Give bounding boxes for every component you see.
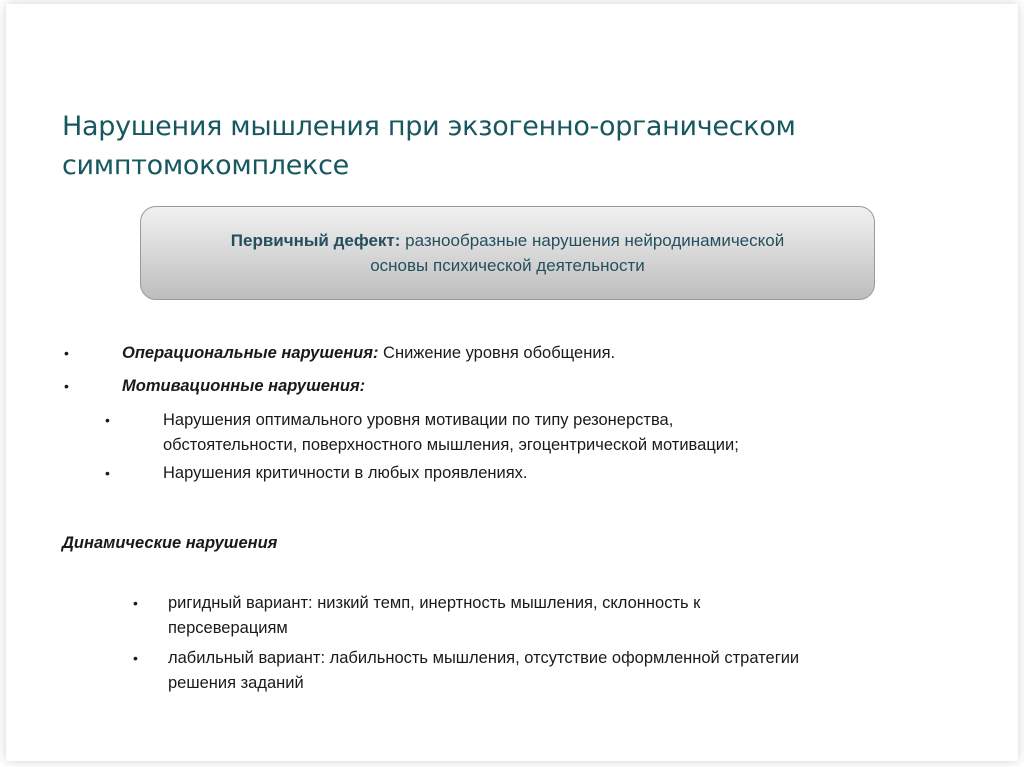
bullet-marker: • xyxy=(64,345,69,361)
sub-bullet-criticality-line-1: Нарушения критичности в любых проявлениях. xyxy=(163,464,528,482)
bullet-operational-text: Снижение уровня обобщения. xyxy=(378,344,616,362)
dynamic-bullet-marker: • xyxy=(133,595,138,611)
bullet-motivational xyxy=(122,374,365,399)
dynamic-item-rigid-line-2: персеверациям xyxy=(168,619,288,637)
sub-bullet-motivation-level xyxy=(163,408,739,458)
sub-bullet-criticality xyxy=(163,461,527,486)
dynamic-item-labile-line-1: лабильный вариант: лабильность мышления, отсутствие оформленной стратегии xyxy=(168,649,800,667)
dynamic-heading: Динамические нарушения xyxy=(62,534,278,552)
dynamic-bullet-marker: • xyxy=(133,650,138,666)
bullet-motivational-heading: Мотивационные нарушения: xyxy=(122,377,366,395)
dynamic-item-labile xyxy=(168,646,799,696)
dynamic-item-rigid xyxy=(168,591,700,641)
primary-defect-lead: Первичный дефект: xyxy=(230,231,401,250)
slide-title-line-2: симптомокомплексе xyxy=(62,150,349,181)
primary-defect-box xyxy=(140,206,875,300)
primary-defect-line-1: разнообразные нарушения нейродинамической xyxy=(400,231,785,250)
slide-title xyxy=(62,107,962,185)
sub-bullet-marker: • xyxy=(105,412,110,428)
sub-bullet-motivation-level-line-2: обстоятельности, поверхностного мышления, эгоцентрической мотивации; xyxy=(163,436,739,454)
dynamic-item-rigid-line-1: ригидный вариант: низкий темп, инертность мышления, склонность к xyxy=(168,594,701,612)
bullet-operational xyxy=(122,341,615,366)
sub-bullet-motivation-level-line-1: Нарушения оптимального уровня мотивации по типу резонерства, xyxy=(163,411,674,429)
primary-defect-text xyxy=(231,228,784,278)
primary-defect-line-2: основы психической деятельности xyxy=(370,256,645,275)
bullet-marker: • xyxy=(64,378,69,394)
slide-title-line-1: Нарушения мышления при экзогенно-органическом xyxy=(62,111,796,142)
sub-bullet-marker: • xyxy=(105,465,110,481)
bullet-operational-heading: Операциональные нарушения: xyxy=(122,344,379,362)
dynamic-item-labile-line-2: решения заданий xyxy=(168,674,304,692)
